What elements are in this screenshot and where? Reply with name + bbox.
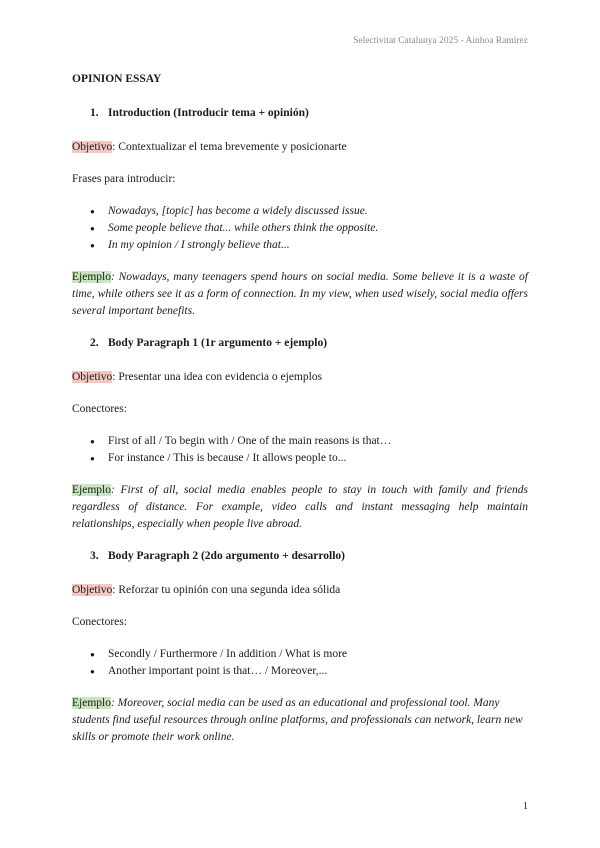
list-item: ● First of all / To begin with / One of the main reasons is that… — [108, 433, 528, 450]
section-heading-body-2 — [72, 548, 528, 565]
example-paragraph — [72, 482, 528, 533]
objective-text: : Contextualizar el tema brevemente y posicionarte — [112, 141, 347, 153]
page-number: 1 — [523, 801, 528, 812]
objective-label: Objetivo — [72, 371, 113, 383]
list-item: ● Some people believe that... while others think the opposite. — [108, 220, 528, 237]
section-title: Body Paragraph 2 (2do argumento + desarrollo) — [108, 550, 345, 562]
section-heading-body-1 — [72, 335, 528, 352]
objective-paragraph — [72, 369, 528, 386]
list-item: ● In my opinion / I strongly believe that... — [108, 237, 528, 254]
objective-label: Objetivo — [72, 141, 113, 153]
list-intro: Conectores: — [72, 403, 127, 415]
example-text: : Moreover, social media can be used as an educational and professional tool. Many students find useful resources through online platforms, and professionals can network, learn new skills or promote their work online. — [72, 697, 523, 743]
page-header: Selectivitat Catalunya 2025 - Ainhoa Ramírez — [353, 36, 528, 46]
example-text: : First of all, social media enables people to stay in touch with family and friends regardless of distance. For example, video calls and instant messaging help maintain relationships, especially when people live abroad. — [72, 484, 528, 530]
section-title: Body Paragraph 1 (1r argumento + ejemplo) — [108, 337, 328, 349]
objective-paragraph — [72, 139, 528, 156]
example-label: Ejemplo — [72, 271, 111, 283]
list-item: ● For instance / This is because / It allows people to... — [108, 450, 528, 467]
example-label: Ejemplo — [72, 697, 111, 709]
example-paragraph — [72, 695, 528, 746]
example-label: Ejemplo — [72, 484, 111, 496]
example-paragraph — [72, 269, 528, 320]
list-intro: Conectores: — [72, 616, 127, 628]
connector-list — [72, 433, 528, 467]
section-number: 2. — [90, 337, 99, 349]
document-title: OPINION ESSAY — [72, 73, 162, 85]
section-number: 3. — [90, 550, 99, 562]
objective-label: Objetivo — [72, 584, 113, 596]
list-item: ● Another important point is that… / Moreover,... — [108, 663, 528, 680]
objective-text: : Reforzar tu opinión con una segunda idea sólida — [112, 584, 341, 596]
example-text: : Nowadays, many teenagers spend hours on social media. Some believe it is a waste of time, while others see it as a form of connection. In my view, when used wisely, social media offers several important benefits. — [72, 271, 528, 317]
objective-paragraph — [72, 582, 528, 599]
objective-text: : Presentar una idea con evidencia o ejemplos — [112, 371, 323, 383]
list-item: ● Secondly / Furthermore / In addition / What is more — [108, 646, 528, 663]
document-body — [72, 71, 528, 761]
phrase-list — [72, 203, 528, 254]
connector-list — [72, 646, 528, 680]
section-title: Introduction (Introducir tema + opinión) — [108, 107, 309, 119]
list-item: ● Nowadays, [topic] has become a widely discussed issue. — [108, 203, 528, 220]
section-number: 1. — [90, 107, 99, 119]
list-intro: Frases para introducir: — [72, 173, 176, 185]
section-heading-introduction — [72, 105, 528, 122]
